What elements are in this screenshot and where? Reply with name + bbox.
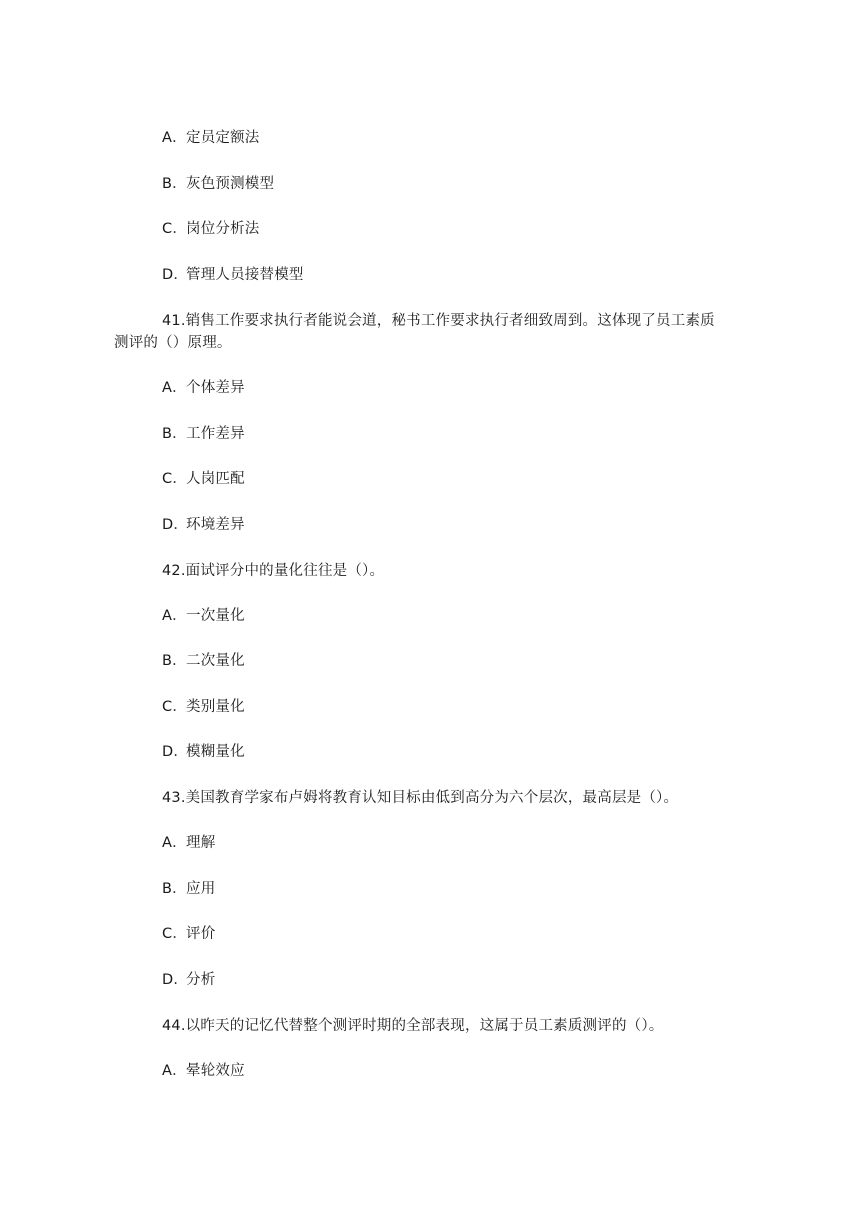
option-text: 人岗匹配 <box>186 471 245 487</box>
option-letter: A． <box>162 380 187 396</box>
option-letter: C． <box>162 699 188 715</box>
option-letter: D． <box>162 744 189 760</box>
option-text: 定员定额法 <box>186 130 260 146</box>
option-text: 岗位分析法 <box>186 221 260 237</box>
option-text: 灰色预测模型 <box>186 176 275 192</box>
q44-question: 44.以昨天的记忆代替整个测评时期的全部表现，这属于员工素质测评的（）。 <box>162 1018 664 1034</box>
q40-option-a <box>162 128 260 148</box>
q40-option-d <box>162 265 304 285</box>
option-letter: B． <box>162 426 187 442</box>
option-letter: D． <box>162 267 189 283</box>
q44-option-a <box>162 1061 245 1081</box>
q43-option-b <box>162 879 215 899</box>
q40-option-c <box>162 219 260 239</box>
q41-option-d <box>162 515 245 535</box>
q42-option-b <box>162 651 245 671</box>
option-letter: C． <box>162 926 188 942</box>
option-text: 工作差异 <box>186 426 245 442</box>
option-text: 模糊量化 <box>186 744 245 760</box>
q40-option-b <box>162 174 274 194</box>
option-text: 评价 <box>186 926 216 942</box>
q43-option-d <box>162 970 215 990</box>
option-text: 应用 <box>186 881 216 897</box>
option-text: 环境差异 <box>186 517 245 533</box>
option-text: 理解 <box>186 835 216 851</box>
option-letter: D． <box>162 972 189 988</box>
option-letter: A． <box>162 1063 187 1079</box>
option-text: 二次量化 <box>186 653 245 669</box>
option-text: 分析 <box>186 972 216 988</box>
option-letter: B． <box>162 881 187 897</box>
option-text: 个体差异 <box>186 380 245 396</box>
q42-option-d <box>162 742 245 762</box>
option-text: 管理人员接替模型 <box>186 267 304 283</box>
q41-option-a <box>162 378 245 398</box>
option-letter: B． <box>162 176 187 192</box>
q41-option-b <box>162 424 245 444</box>
option-letter: A． <box>162 608 187 624</box>
q41-question: 41.销售工作要求执行者能说会道，秘书工作要求执行者细致周到。这体现了员工素质 <box>162 313 715 329</box>
option-letter: C． <box>162 471 188 487</box>
option-letter: C． <box>162 221 188 237</box>
option-letter: A． <box>162 130 187 146</box>
q43-option-a <box>162 833 215 853</box>
option-letter: D． <box>162 517 189 533</box>
q42-option-a <box>162 606 245 626</box>
option-letter: A． <box>162 835 187 851</box>
q43-question: 43.美国教育学家布卢姆将教育认知目标由低到高分为六个层次，最高层是（）。 <box>162 790 679 806</box>
q41-option-c <box>162 469 245 489</box>
option-text: 晕轮效应 <box>186 1063 245 1079</box>
q43-option-c <box>162 924 215 944</box>
option-text: 类别量化 <box>186 699 245 715</box>
option-text: 一次量化 <box>186 608 245 624</box>
q41-question-continued: 测评的（）原理。 <box>114 335 232 351</box>
q42-option-c <box>162 697 245 717</box>
q42-question: 42.面试评分中的量化往往是（）。 <box>162 563 385 579</box>
option-letter: B． <box>162 653 187 669</box>
